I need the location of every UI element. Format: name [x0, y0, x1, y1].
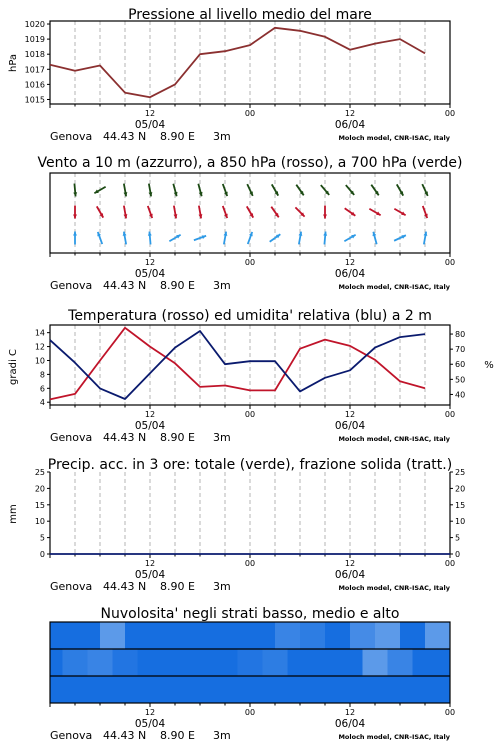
wind-date-label: 06/04 — [334, 268, 366, 280]
cloud-cell-alto — [275, 622, 300, 649]
wind-x-tick-label: 00 — [444, 258, 456, 267]
precipitation-x-tick-label: 12 — [144, 559, 156, 568]
pressure-x-tick-label: 12 — [144, 109, 156, 118]
precipitation-location-lon: 8.90 E — [160, 580, 195, 593]
wind-location-alt: 3m — [213, 279, 231, 292]
cloud-cell-medio — [238, 649, 263, 676]
cloud-cell-basso — [75, 676, 100, 703]
precipitation-credit: Moloch model, CNR-ISAC, Italy — [338, 584, 450, 592]
precipitation-x-tick-label: 00 — [244, 559, 256, 568]
cloud-date-label: 05/04 — [134, 718, 166, 730]
wind-x-tick-label: 12 — [144, 258, 156, 267]
cloud-cell-medio — [163, 649, 188, 676]
wind-location-lon: 8.90 E — [160, 279, 195, 292]
cloud-x-tick-label: 00 — [244, 708, 256, 717]
precipitation-y-tick-label: 5 — [39, 533, 45, 543]
cloud-cell-basso — [400, 676, 425, 703]
wind-arrow-700 — [123, 184, 127, 197]
wind-arrow-head — [73, 232, 77, 236]
pressure-date-label: 06/04 — [334, 119, 366, 131]
pressure-y-tick-label: 1016 — [24, 80, 45, 90]
cloud-cell-medio — [413, 649, 438, 676]
pressure-title: Pressione al livello medio del mare — [128, 7, 372, 23]
precipitation-title: Precip. acc. in 3 ore: totale (verde), frazione solida (tratt.) — [47, 457, 453, 473]
cloud-cell-basso — [175, 676, 200, 703]
cloud-cell-alto — [75, 622, 100, 649]
cloud-location-name: Genova — [50, 729, 93, 742]
pressure-y-tick-label: 1015 — [24, 95, 45, 105]
cloud-cell-medio — [313, 649, 338, 676]
wind-title: Vento a 10 m (azzurro), a 850 hPa (rosso), a 700 hPa (verde) — [37, 155, 463, 171]
temperature-location-lat: 44.43 N — [103, 431, 147, 444]
temperature-humidity-panel — [8, 308, 494, 444]
wind-arrow-10m — [298, 232, 302, 245]
wind-arrow-700 — [148, 184, 152, 197]
cloud-cell-medio — [213, 649, 238, 676]
temperature-location-lon: 8.90 E — [160, 431, 195, 444]
cloud-cell-medio — [438, 649, 451, 676]
wind-arrow-10m — [148, 232, 152, 245]
temperature-credit: Moloch model, CNR-ISAC, Italy — [338, 435, 450, 443]
wind-arrow-10m — [372, 232, 376, 245]
wind-arrow-700 — [173, 184, 177, 197]
wind-arrow-700 — [296, 185, 303, 196]
cloud-credit: Moloch model, CNR-ISAC, Italy — [338, 733, 450, 741]
cloud-cell-basso — [275, 676, 300, 703]
wind-arrow-700 — [346, 185, 354, 195]
pressure-ylabel: hPa — [8, 53, 19, 73]
cloud-cell-basso — [125, 676, 150, 703]
humidity-ylabel: % — [484, 360, 494, 371]
cloud-cell-medio — [50, 649, 63, 676]
cloud-cell-alto — [50, 622, 75, 649]
cloud-x-tick-label: 00 — [444, 708, 456, 717]
wind-arrow-850 — [323, 206, 327, 219]
wind-arrow-700 — [397, 184, 404, 195]
wind-arrow-700 — [321, 185, 329, 195]
precipitation-y-tick-label: 20 — [34, 484, 45, 494]
wind-arrow-700 — [198, 184, 202, 197]
precipitation-y2-tick-label: 0 — [455, 550, 461, 559]
pressure-location-alt: 3m — [213, 130, 231, 143]
cloud-cell-basso — [200, 676, 225, 703]
pressure-panel — [8, 7, 455, 143]
temperature-ylabel: gradi C — [8, 349, 19, 385]
temperature-title: Temperatura (rosso) ed umidita' relativa (blu) a 2 m — [68, 308, 432, 324]
cloud-cell-alto — [250, 622, 275, 649]
wind-arrow-head — [73, 214, 77, 218]
cloud-location-lon: 8.90 E — [160, 729, 195, 742]
cloud-cell-medio — [188, 649, 213, 676]
temperature-location-alt: 3m — [213, 431, 231, 444]
wind-arrow-850 — [198, 206, 202, 219]
wind-x-tick-label: 12 — [344, 258, 356, 267]
pressure-line — [50, 28, 425, 97]
humidity-y2-tick-label: 40 — [455, 390, 466, 400]
wind-location-lat: 44.43 N — [103, 279, 147, 292]
temperature-date-label: 05/04 — [134, 420, 166, 432]
precipitation-y2-tick-label: 20 — [455, 484, 466, 494]
precipitation-location-alt: 3m — [213, 580, 231, 593]
precipitation-panel — [8, 457, 465, 593]
cloud-cell-alto — [150, 622, 175, 649]
wind-arrow-850 — [173, 206, 177, 219]
cloud-cell-alto — [225, 622, 250, 649]
wind-arrow-head — [202, 235, 206, 239]
precipitation-date-label: 06/04 — [334, 569, 366, 581]
cloud-cell-medio — [388, 649, 413, 676]
cloud-cell-basso — [250, 676, 275, 703]
cloud-cell-alto — [125, 622, 150, 649]
wind-arrow-10m — [73, 232, 77, 245]
temperature-date-label: 06/04 — [334, 420, 366, 432]
pressure-y-tick-label: 1018 — [24, 50, 45, 60]
cloud-cell-medio — [88, 649, 113, 676]
pressure-x-tick-label: 00 — [244, 109, 256, 118]
cloud-cell-medio — [63, 649, 88, 676]
wind-x-tick-label: 00 — [244, 258, 256, 267]
pressure-x-tick-label: 00 — [444, 109, 456, 118]
cloud-panel — [50, 606, 455, 742]
pressure-x-tick-label: 12 — [344, 109, 356, 118]
cloud-cell-basso — [225, 676, 250, 703]
precipitation-y2-tick-label: 25 — [455, 468, 466, 477]
cloud-cell-alto — [100, 622, 125, 649]
precipitation-y2-tick-label: 5 — [455, 533, 461, 543]
wind-arrow-700 — [272, 184, 279, 195]
wind-arrow-10m — [323, 232, 327, 245]
wind-arrow-10m — [169, 235, 180, 242]
cloud-cell-medio — [138, 649, 163, 676]
cloud-cell-alto — [200, 622, 225, 649]
cloud-cell-medio — [338, 649, 363, 676]
wind-date-label: 05/04 — [134, 268, 166, 280]
humidity-y2-tick-label: 60 — [455, 360, 466, 370]
cloud-cell-alto — [375, 622, 400, 649]
cloud-cell-alto — [300, 622, 325, 649]
cloud-x-tick-label: 12 — [144, 708, 156, 717]
wind-location-name: Genova — [50, 279, 93, 292]
humidity-y2-tick-label: 80 — [455, 330, 466, 340]
precipitation-y-tick-label: 15 — [34, 500, 45, 510]
humidity-y2-tick-label: 50 — [455, 375, 466, 385]
wind-arrow-10m — [423, 232, 427, 245]
pressure-location-lat: 44.43 N — [103, 130, 147, 143]
cloud-cell-medio — [288, 649, 313, 676]
cloud-location-lat: 44.43 N — [103, 729, 147, 742]
wind-arrow-10m — [223, 232, 227, 245]
cloud-cell-alto — [350, 622, 375, 649]
precipitation-y-tick-label: 0 — [39, 550, 45, 559]
precipitation-x-tick-label: 00 — [444, 559, 456, 568]
wind-arrow-10m — [123, 232, 127, 245]
cloud-cell-medio — [363, 649, 388, 676]
wind-arrow-10m — [270, 234, 281, 241]
precipitation-y-tick-label: 25 — [34, 468, 45, 477]
wind-arrow-head — [73, 192, 77, 196]
pressure-location-lon: 8.90 E — [160, 130, 195, 143]
precipitation-date-label: 05/04 — [134, 569, 166, 581]
cloud-cell-basso — [375, 676, 400, 703]
pressure-date-label: 05/04 — [134, 119, 166, 131]
temperature-y-tick-label: 4 — [39, 398, 45, 408]
cloud-cell-basso — [50, 676, 75, 703]
cloud-cell-medio — [113, 649, 138, 676]
wind-arrow-head — [323, 214, 327, 218]
wind-arrow-head — [148, 232, 152, 236]
temperature-y-tick-label: 14 — [34, 328, 45, 338]
cloud-cell-basso — [350, 676, 375, 703]
temperature-x-tick-label: 00 — [244, 410, 256, 419]
precipitation-ylabel: mm — [8, 504, 19, 524]
precipitation-y2-tick-label: 10 — [455, 517, 466, 527]
cloud-cell-basso — [425, 676, 450, 703]
wind-arrow-head — [323, 232, 327, 236]
cloud-cell-medio — [263, 649, 288, 676]
temperature-x-tick-label: 00 — [444, 410, 456, 419]
cloud-cell-basso — [300, 676, 325, 703]
temperature-x-tick-label: 12 — [344, 410, 356, 419]
wind-arrow-10m — [344, 235, 355, 242]
temperature-x-tick-label: 12 — [144, 410, 156, 419]
cloud-cell-alto — [425, 622, 450, 649]
pressure-credit: Moloch model, CNR-ISAC, Italy — [338, 134, 450, 142]
cloud-date-label: 06/04 — [334, 718, 366, 730]
precipitation-y2-tick-label: 15 — [455, 500, 466, 510]
cloud-cell-basso — [325, 676, 350, 703]
wind-arrow-10m — [248, 232, 253, 244]
precipitation-location-lat: 44.43 N — [103, 580, 147, 593]
wind-arrow-850 — [123, 206, 127, 219]
precipitation-location-name: Genova — [50, 580, 93, 593]
wind-arrow-700 — [73, 184, 77, 197]
temperature-y-tick-label: 8 — [39, 370, 45, 380]
cloud-cell-basso — [150, 676, 175, 703]
cloud-cell-alto — [325, 622, 350, 649]
cloud-title: Nuvolosita' negli strati basso, medio e alto — [100, 606, 400, 622]
wind-arrow-850 — [73, 206, 77, 219]
wind-arrow-10m — [97, 232, 102, 244]
humidity-y2-tick-label: 70 — [455, 345, 466, 355]
precipitation-y-tick-label: 10 — [34, 517, 45, 527]
temperature-y-tick-label: 6 — [39, 384, 45, 394]
cloud-cell-alto — [400, 622, 425, 649]
temperature-y-tick-label: 10 — [34, 356, 45, 366]
wind-panel — [37, 155, 462, 292]
cloud-cell-alto — [175, 622, 200, 649]
temperature-y-tick-label: 12 — [34, 342, 45, 352]
pressure-y-tick-label: 1017 — [24, 65, 45, 75]
pressure-location-name: Genova — [50, 130, 93, 143]
pressure-y-tick-label: 1019 — [24, 35, 45, 45]
cloud-cell-basso — [100, 676, 125, 703]
pressure-y-tick-label: 1020 — [24, 20, 45, 30]
wind-credit: Moloch model, CNR-ISAC, Italy — [338, 283, 450, 291]
precipitation-x-tick-label: 12 — [344, 559, 356, 568]
wind-arrow-700 — [371, 185, 378, 196]
cloud-location-alt: 3m — [213, 729, 231, 742]
cloud-x-tick-label: 12 — [344, 708, 356, 717]
temperature-location-name: Genova — [50, 431, 93, 444]
